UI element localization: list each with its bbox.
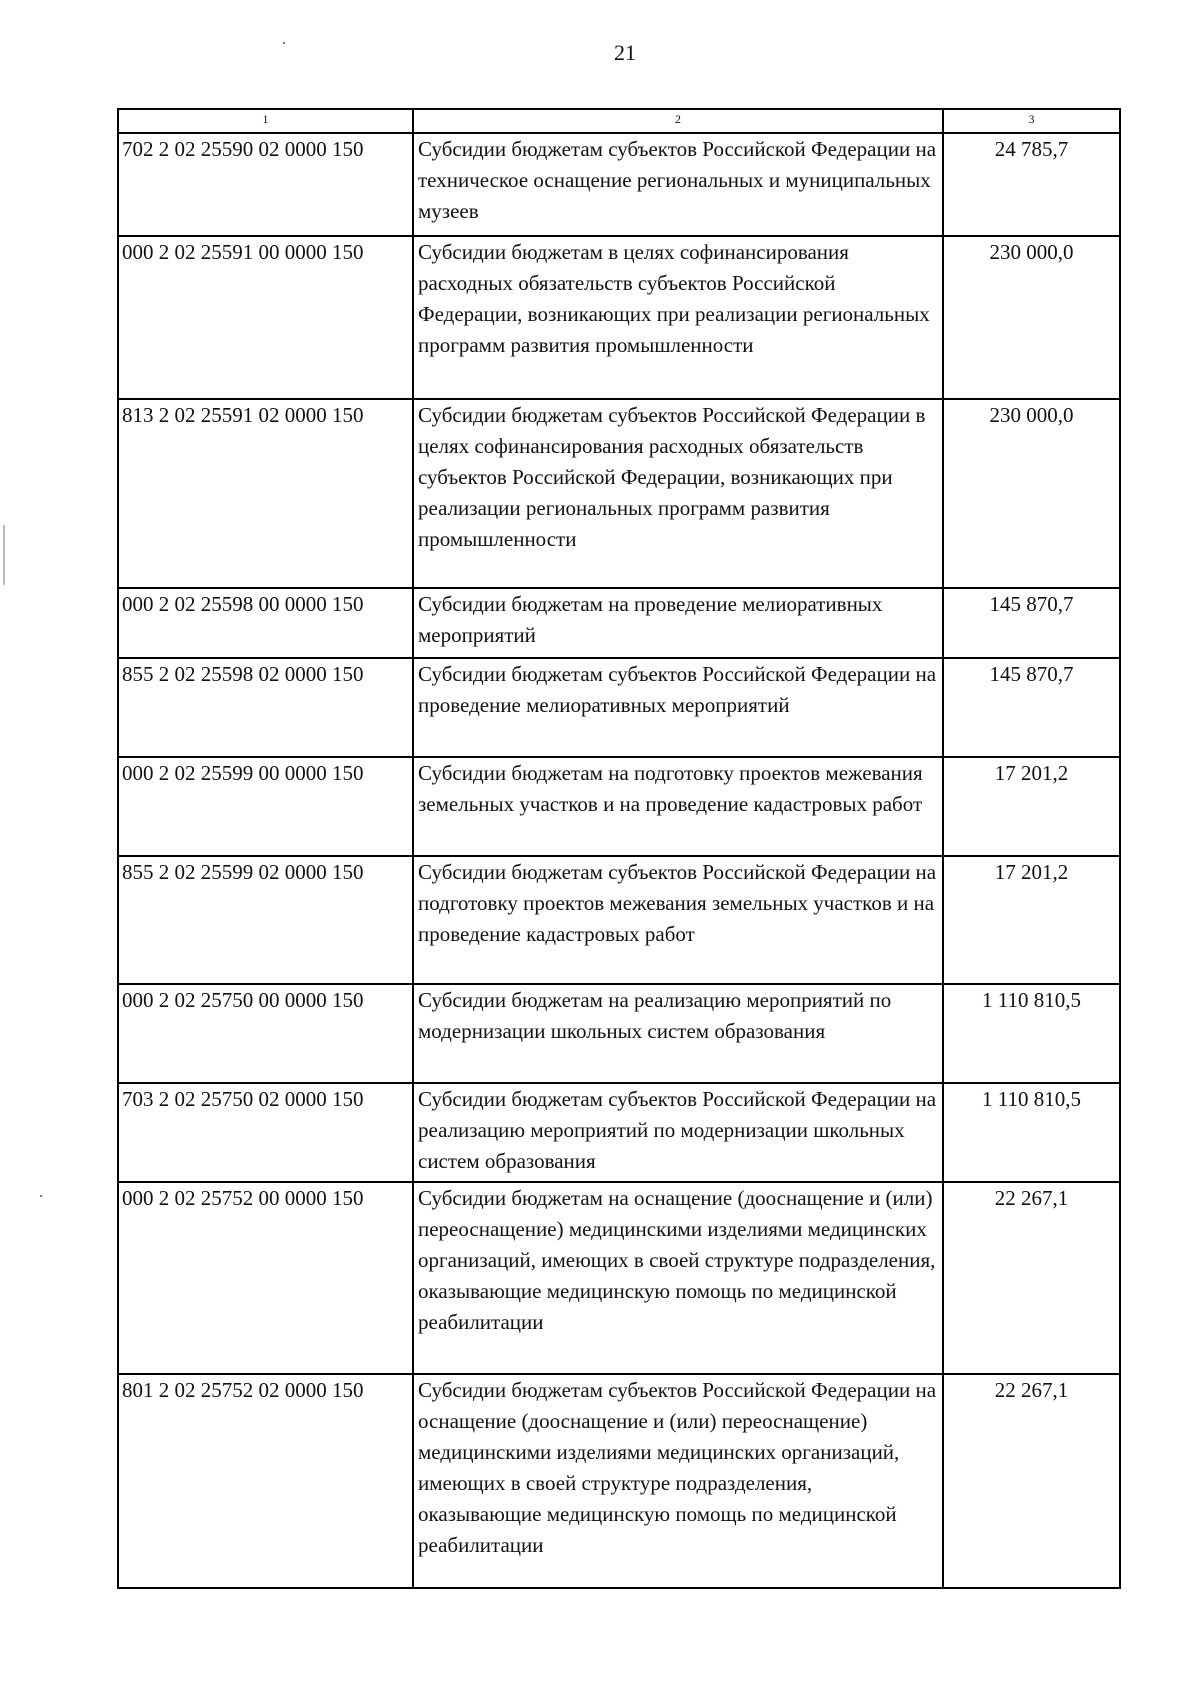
table-row (118, 1083, 1120, 1182)
column-header-description: 2 (413, 109, 943, 133)
row-code: 000 2 02 25750 00 0000 150 (118, 984, 413, 1083)
row-amount: 230 000,0 (943, 236, 1120, 399)
row-amount: 24 785,7 (943, 133, 1120, 236)
table-row (118, 1374, 1120, 1588)
table-row (118, 658, 1120, 757)
table-row (118, 588, 1120, 658)
column-header-amount: 3 (943, 109, 1120, 133)
row-description: Субсидии бюджетам субъектов Российской Федерации в целях софинансирования расходных обязательств субъектов Российской Федерации, возникающих при реализации региональных программ развития промышленности (413, 399, 943, 588)
row-amount: 22 267,1 (943, 1374, 1120, 1588)
row-description: Субсидии бюджетам субъектов Российской Федерации на подготовку проектов межевания земельных участков и на проведение кадастровых работ (413, 856, 943, 984)
row-description: Субсидии бюджетам субъектов Российской Федерации на реализацию мероприятий по модернизации школьных систем образования (413, 1083, 943, 1182)
row-description: Субсидии бюджетам на проведение мелиоративных мероприятий (413, 588, 943, 658)
row-description: Субсидии бюджетам на подготовку проектов межевания земельных участков и на проведение кадастровых работ (413, 757, 943, 856)
row-description: Субсидии бюджетам субъектов Российской Федерации на оснащение (дооснащение и (или) переоснащение) медицинскими изделиями медицинских организаций, имеющих в своей структуре подразделения, оказывающие медицинскую помощь по медицинской реабилитации (413, 1374, 943, 1588)
column-header-code: 1 (118, 109, 413, 133)
row-description: Субсидии бюджетам в целях софинансирования расходных обязательств субъектов Российской Федерации, возникающих при реализации региональных программ развития промышленности (413, 236, 943, 399)
row-code: 801 2 02 25752 02 0000 150 (118, 1374, 413, 1588)
row-amount: 22 267,1 (943, 1182, 1120, 1374)
row-code: 702 2 02 25590 02 0000 150 (118, 133, 413, 236)
table-row (118, 757, 1120, 856)
row-amount: 145 870,7 (943, 658, 1120, 757)
row-amount: 230 000,0 (943, 399, 1120, 588)
row-amount: 1 110 810,5 (943, 984, 1120, 1083)
row-description: Субсидии бюджетам на реализацию мероприятий по модернизации школьных систем образования (413, 984, 943, 1083)
row-description: Субсидии бюджетам субъектов Российской Федерации на техническое оснащение региональных и муниципальных музеев (413, 133, 943, 236)
table-row (118, 399, 1120, 588)
scan-speck (40, 1195, 42, 1197)
scan-edge-mark (3, 525, 5, 585)
table-row (118, 133, 1120, 236)
scan-speck (283, 42, 285, 44)
row-code: 855 2 02 25599 02 0000 150 (118, 856, 413, 984)
row-code: 703 2 02 25750 02 0000 150 (118, 1083, 413, 1182)
row-code: 000 2 02 25591 00 0000 150 (118, 236, 413, 399)
table-row (118, 236, 1120, 399)
budget-table (117, 108, 1121, 1589)
row-code: 855 2 02 25598 02 0000 150 (118, 658, 413, 757)
table-row (118, 856, 1120, 984)
row-code: 000 2 02 25599 00 0000 150 (118, 757, 413, 856)
row-code: 813 2 02 25591 02 0000 150 (118, 399, 413, 588)
row-amount: 17 201,2 (943, 757, 1120, 856)
table-header-row (118, 109, 1120, 133)
row-description: Субсидии бюджетам на оснащение (дооснащение и (или) переоснащение) медицинскими изделиями медицинских организаций, имеющих в своей структуре подразделения, оказывающие медицинскую помощь по медицинской реабилитации (413, 1182, 943, 1374)
row-code: 000 2 02 25598 00 0000 150 (118, 588, 413, 658)
table-row (118, 984, 1120, 1083)
row-description: Субсидии бюджетам субъектов Российской Федерации на проведение мелиоративных мероприятий (413, 658, 943, 757)
row-amount: 145 870,7 (943, 588, 1120, 658)
row-code: 000 2 02 25752 00 0000 150 (118, 1182, 413, 1374)
row-amount: 1 110 810,5 (943, 1083, 1120, 1182)
table-row (118, 1182, 1120, 1374)
page-number: 21 (614, 40, 636, 65)
row-amount: 17 201,2 (943, 856, 1120, 984)
